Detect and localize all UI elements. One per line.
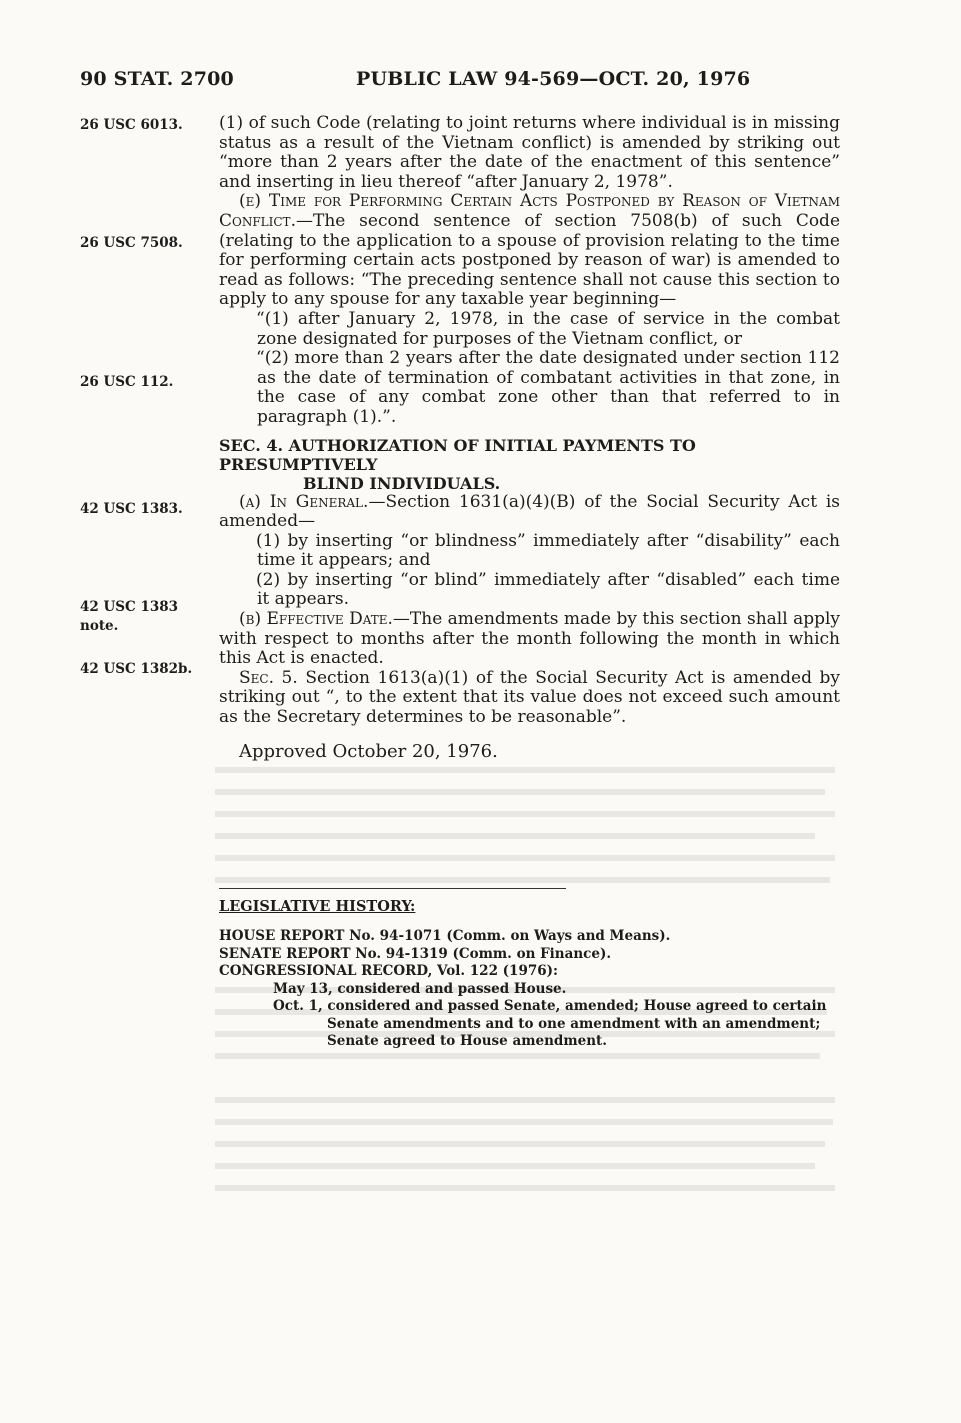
margin-citation: 42 USC 1382b.	[80, 661, 193, 677]
section-4-heading	[219, 436, 840, 493]
subsection-e-body: —The second sentence of section 7508(b) of such Code (relating to the application to a spouse of provision relating to the time for performing certain acts postponed by reason of war) is amended to read as follows: “The preceding sentence shall not cause this section to apply to any spouse for any taxable year beginning—	[219, 210, 840, 310]
margin-citation: 26 USC 112.	[80, 374, 174, 390]
clause-e2: “(2) more than 2 years after the date designated under section 112 as the date of termination of combatant activities in that zone, in the case of any combat zone other than that referred to in paragraph (1).”.	[256, 348, 840, 427]
section-5-body: Section 1613(a)(1) of the Social Security Act is amended by striking out “, to the extent that its value does not exceed such amount as the Secretary determines to be reasonable”.	[219, 667, 840, 728]
statute-text	[219, 114, 840, 761]
record-entry-oct: Oct. 1, considered and passed Senate, amended; House agreed to certain Senate amendments and to one amendment with an amendment; Senate agreed to House amendment.	[273, 998, 827, 1049]
congressional-record: CONGRESSIONAL RECORD, Vol. 122 (1976):	[219, 963, 559, 979]
clause-e1: “(1) after January 2, 1978, in the case of service in the combat zone designated for purposes of the Vietnam conflict, or	[256, 308, 840, 349]
section-5-label: Sec. 5.	[239, 667, 298, 688]
subsection-e	[219, 192, 840, 310]
stat-page-number: 90 STAT. 2700	[80, 68, 234, 90]
house-report: HOUSE REPORT No. 94-1071 (Comm. on Ways and Means).	[219, 928, 671, 944]
margin-citation: 42 USC 1383	[80, 599, 179, 615]
section-4-heading-line2: BLIND INDIVIDUALS.	[303, 473, 501, 493]
approval-date: Approved October 20, 1976.	[239, 740, 498, 762]
legislative-history	[219, 928, 840, 1051]
divider-rule	[219, 888, 566, 889]
subsection-a	[219, 493, 840, 532]
clause-a1: (1) by inserting “or blindness” immediately after “disability” each time it appears; and	[256, 530, 840, 571]
clause-a2: (2) by inserting “or blind” immediately after “disabled” each time it appears.	[256, 569, 840, 610]
subsection-a-heading: (a) In General.	[239, 491, 369, 512]
margin-citation: 26 USC 6013.	[80, 117, 183, 133]
legislative-history-title: LEGISLATIVE HISTORY:	[219, 898, 416, 915]
subsection-a-body: —Section 1631(a)(4)(B) of the Social Security Act is amended—	[219, 491, 840, 532]
section-5	[219, 669, 840, 728]
senate-report: SENATE REPORT No. 94-1319 (Comm. on Finance).	[219, 945, 612, 962]
paragraph-1: (1) of such Code (relating to joint returns where individual is in missing status as a result of the Vietnam conflict) is amended by striking out “more than 2 years after the date of the enactment of this sentence” and inserting in lieu thereof “after January 2, 1978”.	[219, 113, 840, 192]
subsection-e-heading: (e) Time for Performing Certain Acts Postponed by Reason of Vietnam Conflict.	[219, 191, 840, 231]
margin-citation: 42 USC 1383.	[80, 501, 183, 517]
running-header-title: PUBLIC LAW 94-569—OCT. 20, 1976	[356, 68, 751, 90]
record-entry-may: May 13, considered and passed House.	[273, 980, 567, 997]
margin-citation: note.	[80, 618, 119, 634]
margin-citation: 26 USC 7508.	[80, 235, 183, 251]
subsection-b-body: —The amendments made by this section shall apply with respect to months after the month following the month in which this Act is enacted.	[219, 609, 841, 669]
subsection-b-heading: (b) Effective Date.	[239, 609, 393, 630]
section-4-heading-line1: SEC. 4. AUTHORIZATION OF INITIAL PAYMENTS TO PRESUMPTIVELY	[219, 435, 696, 474]
subsection-b	[219, 610, 840, 669]
